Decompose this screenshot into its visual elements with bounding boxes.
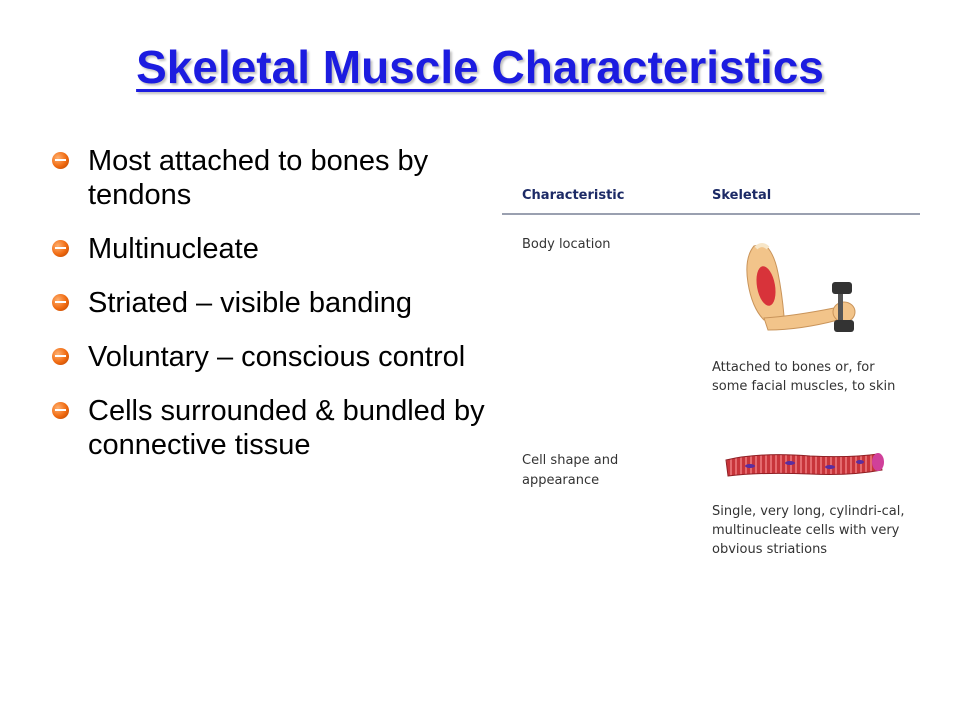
table-header-characteristic: Characteristic: [522, 188, 625, 203]
orange-bullet-icon: [52, 294, 69, 311]
bullet-text: Striated – visible banding: [88, 287, 413, 319]
table-header-rule: [502, 213, 920, 215]
row-label-cell-shape: Cell shape and appearance: [522, 453, 619, 488]
orange-bullet-icon: [52, 402, 69, 419]
bullet-text: Most attached to bones by tendons: [88, 145, 429, 211]
bullet-text: Cells surrounded & bundled by connective tissue: [88, 395, 485, 461]
flexed-arm-dumbbell-illustration: [734, 238, 874, 338]
orange-bullet-icon: [52, 152, 69, 169]
bullet-item: [52, 286, 522, 320]
description-cell-shape: Single, very long, cylindri-cal, multinucleate cells with very obvious striations: [712, 504, 905, 557]
striated-muscle-fiber-illustration: [720, 450, 886, 480]
bullet-text: Multinucleate: [88, 233, 259, 265]
slide-title: Skeletal Muscle Characteristics: [136, 41, 824, 93]
bullet-item: [52, 394, 522, 462]
bullet-item: [52, 340, 522, 374]
row-label-body-location: Body location: [522, 237, 611, 252]
orange-bullet-icon: [52, 348, 69, 365]
table-header-skeletal: Skeletal: [712, 188, 772, 203]
characteristics-table: [502, 180, 922, 600]
bullet-text: Voluntary – conscious control: [88, 341, 466, 373]
bullet-list: [52, 144, 522, 482]
description-body-location: Attached to bones or, for some facial muscles, to skin: [712, 360, 896, 394]
bullet-item: [52, 232, 522, 266]
orange-bullet-icon: [52, 240, 69, 257]
bullet-item: [52, 144, 522, 212]
